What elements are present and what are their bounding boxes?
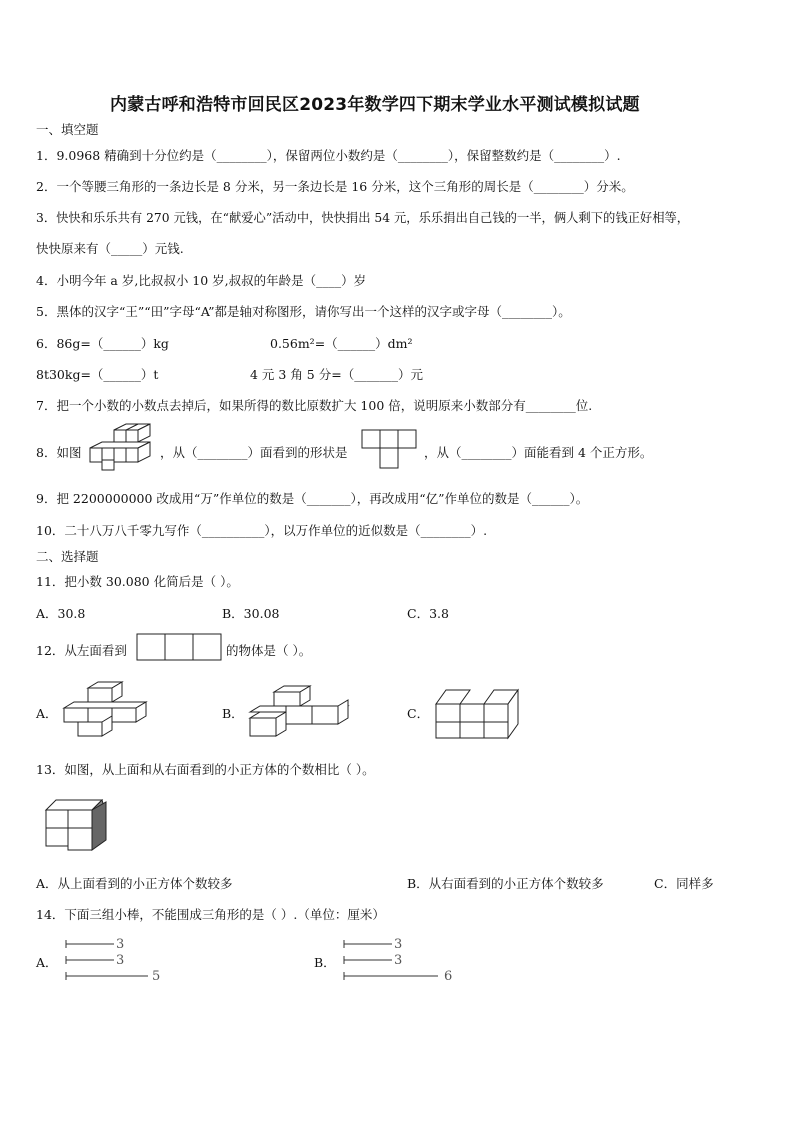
question-14: 14．下面三组小棒，不能围成三角形的是（ ）.（单位：厘米） (36, 907, 385, 922)
question-3-line-1: 3．快快和乐乐共有 270 元钱，在“献爱心”活动中，快快捐出 54 元，乐乐捐出自己钱的一半，俩人剩下的钱正好相等， (36, 211, 690, 225)
q11-option-a: A．30.8 (36, 606, 86, 621)
question-1: 1．9.0968 精确到十分位约是（________），保留两位小数约是（________），保留整数约是（________）. (36, 148, 621, 163)
q12-option-b-figure (250, 684, 350, 738)
question-4: 4．小明今年 a 岁,比叔叔小 10 岁,叔叔的年龄是（____）岁 (36, 273, 367, 288)
question-8-middle: ，从（________）面看到的形状是 (160, 445, 348, 460)
q8-view-shape (362, 430, 422, 470)
question-9: 9．把 2200000000 改成用“万”作单位的数是（_______），再改成用“亿”作单位的数是（______）。 (36, 491, 589, 506)
q14-b-length-2: 3 (394, 953, 403, 968)
q14-a-length-1: 3 (116, 937, 125, 952)
q13-option-c: C．同样多 (654, 876, 714, 891)
q12-option-c: C． (407, 706, 430, 721)
question-10: 10．二十八万八千零九写作（__________），以万作单位的近似数是（________）. (36, 523, 488, 538)
q13-option-b: B．从右面看到的小正方体个数较多 (407, 876, 604, 891)
question-12-suffix: 的物体是（ ）。 (226, 643, 312, 658)
q14-b-length-3: 6 (444, 969, 453, 984)
page-title: 内蒙古呼和浩特市回民区2023年数学四下期末学业水平测试模拟试题 (110, 95, 640, 115)
q12-left-view-shape (137, 634, 223, 662)
q11-option-b: B．30.08 (222, 606, 280, 621)
q13-cube-figure (44, 796, 110, 852)
question-6-part-c: 8t30kg=（______）t (36, 367, 159, 382)
question-13: 13．如图，从上面和从右面看到的小正方体的个数相比（ ）。 (36, 762, 375, 777)
q14-b-length-1: 3 (394, 937, 403, 952)
section-heading-multiple-choice: 二、选择题 (36, 549, 99, 564)
question-8-prefix: 8．如图 (36, 445, 82, 460)
q12-option-c-figure (436, 688, 520, 740)
q14-option-b: B． (314, 955, 336, 970)
q12-option-a-figure (64, 680, 146, 738)
q12-option-a: A． (36, 706, 58, 721)
q14-a-length-2: 3 (116, 953, 125, 968)
question-3-line-2: 快快原来有（_____）元钱. (36, 241, 184, 256)
q8-cube-stack-figure (86, 422, 158, 472)
question-5: 5．黑体的汉字“王”“田”字母“A”都是轴对称图形，请你写出一个这样的汉字或字母（________）。 (36, 304, 571, 319)
question-11: 11．把小数 30.080 化简后是（ ）。 (36, 574, 239, 589)
q14-option-a: A． (36, 955, 58, 970)
q13-option-a: A．从上面看到的小正方体个数较多 (36, 876, 233, 891)
q14-a-length-3: 5 (152, 969, 161, 984)
question-6-part-d: 4 元 3 角 5 分=（_______）元 (250, 367, 423, 382)
question-12-prefix: 12．从左面看到 (36, 643, 127, 658)
question-6-part-b: 0.56m²=（______）dm² (270, 336, 413, 351)
question-2: 2．一个等腰三角形的一条边长是 8 分米，另一条边长是 16 分米，这个三角形的周长是（________）分米。 (36, 179, 634, 194)
question-8-suffix: ，从（________）面能看到 4 个正方形。 (424, 445, 653, 460)
question-7: 7．把一个小数的小数点去掉后，如果所得的数比原数扩大 100 倍，说明原来小数部分有________位. (36, 398, 593, 413)
q12-option-b: B． (222, 706, 244, 721)
q11-option-c: C．3.8 (407, 606, 449, 621)
section-heading-fill-blank: 一、填空题 (36, 122, 99, 137)
question-6-part-a: 6．86g=（______）kg (36, 336, 169, 351)
